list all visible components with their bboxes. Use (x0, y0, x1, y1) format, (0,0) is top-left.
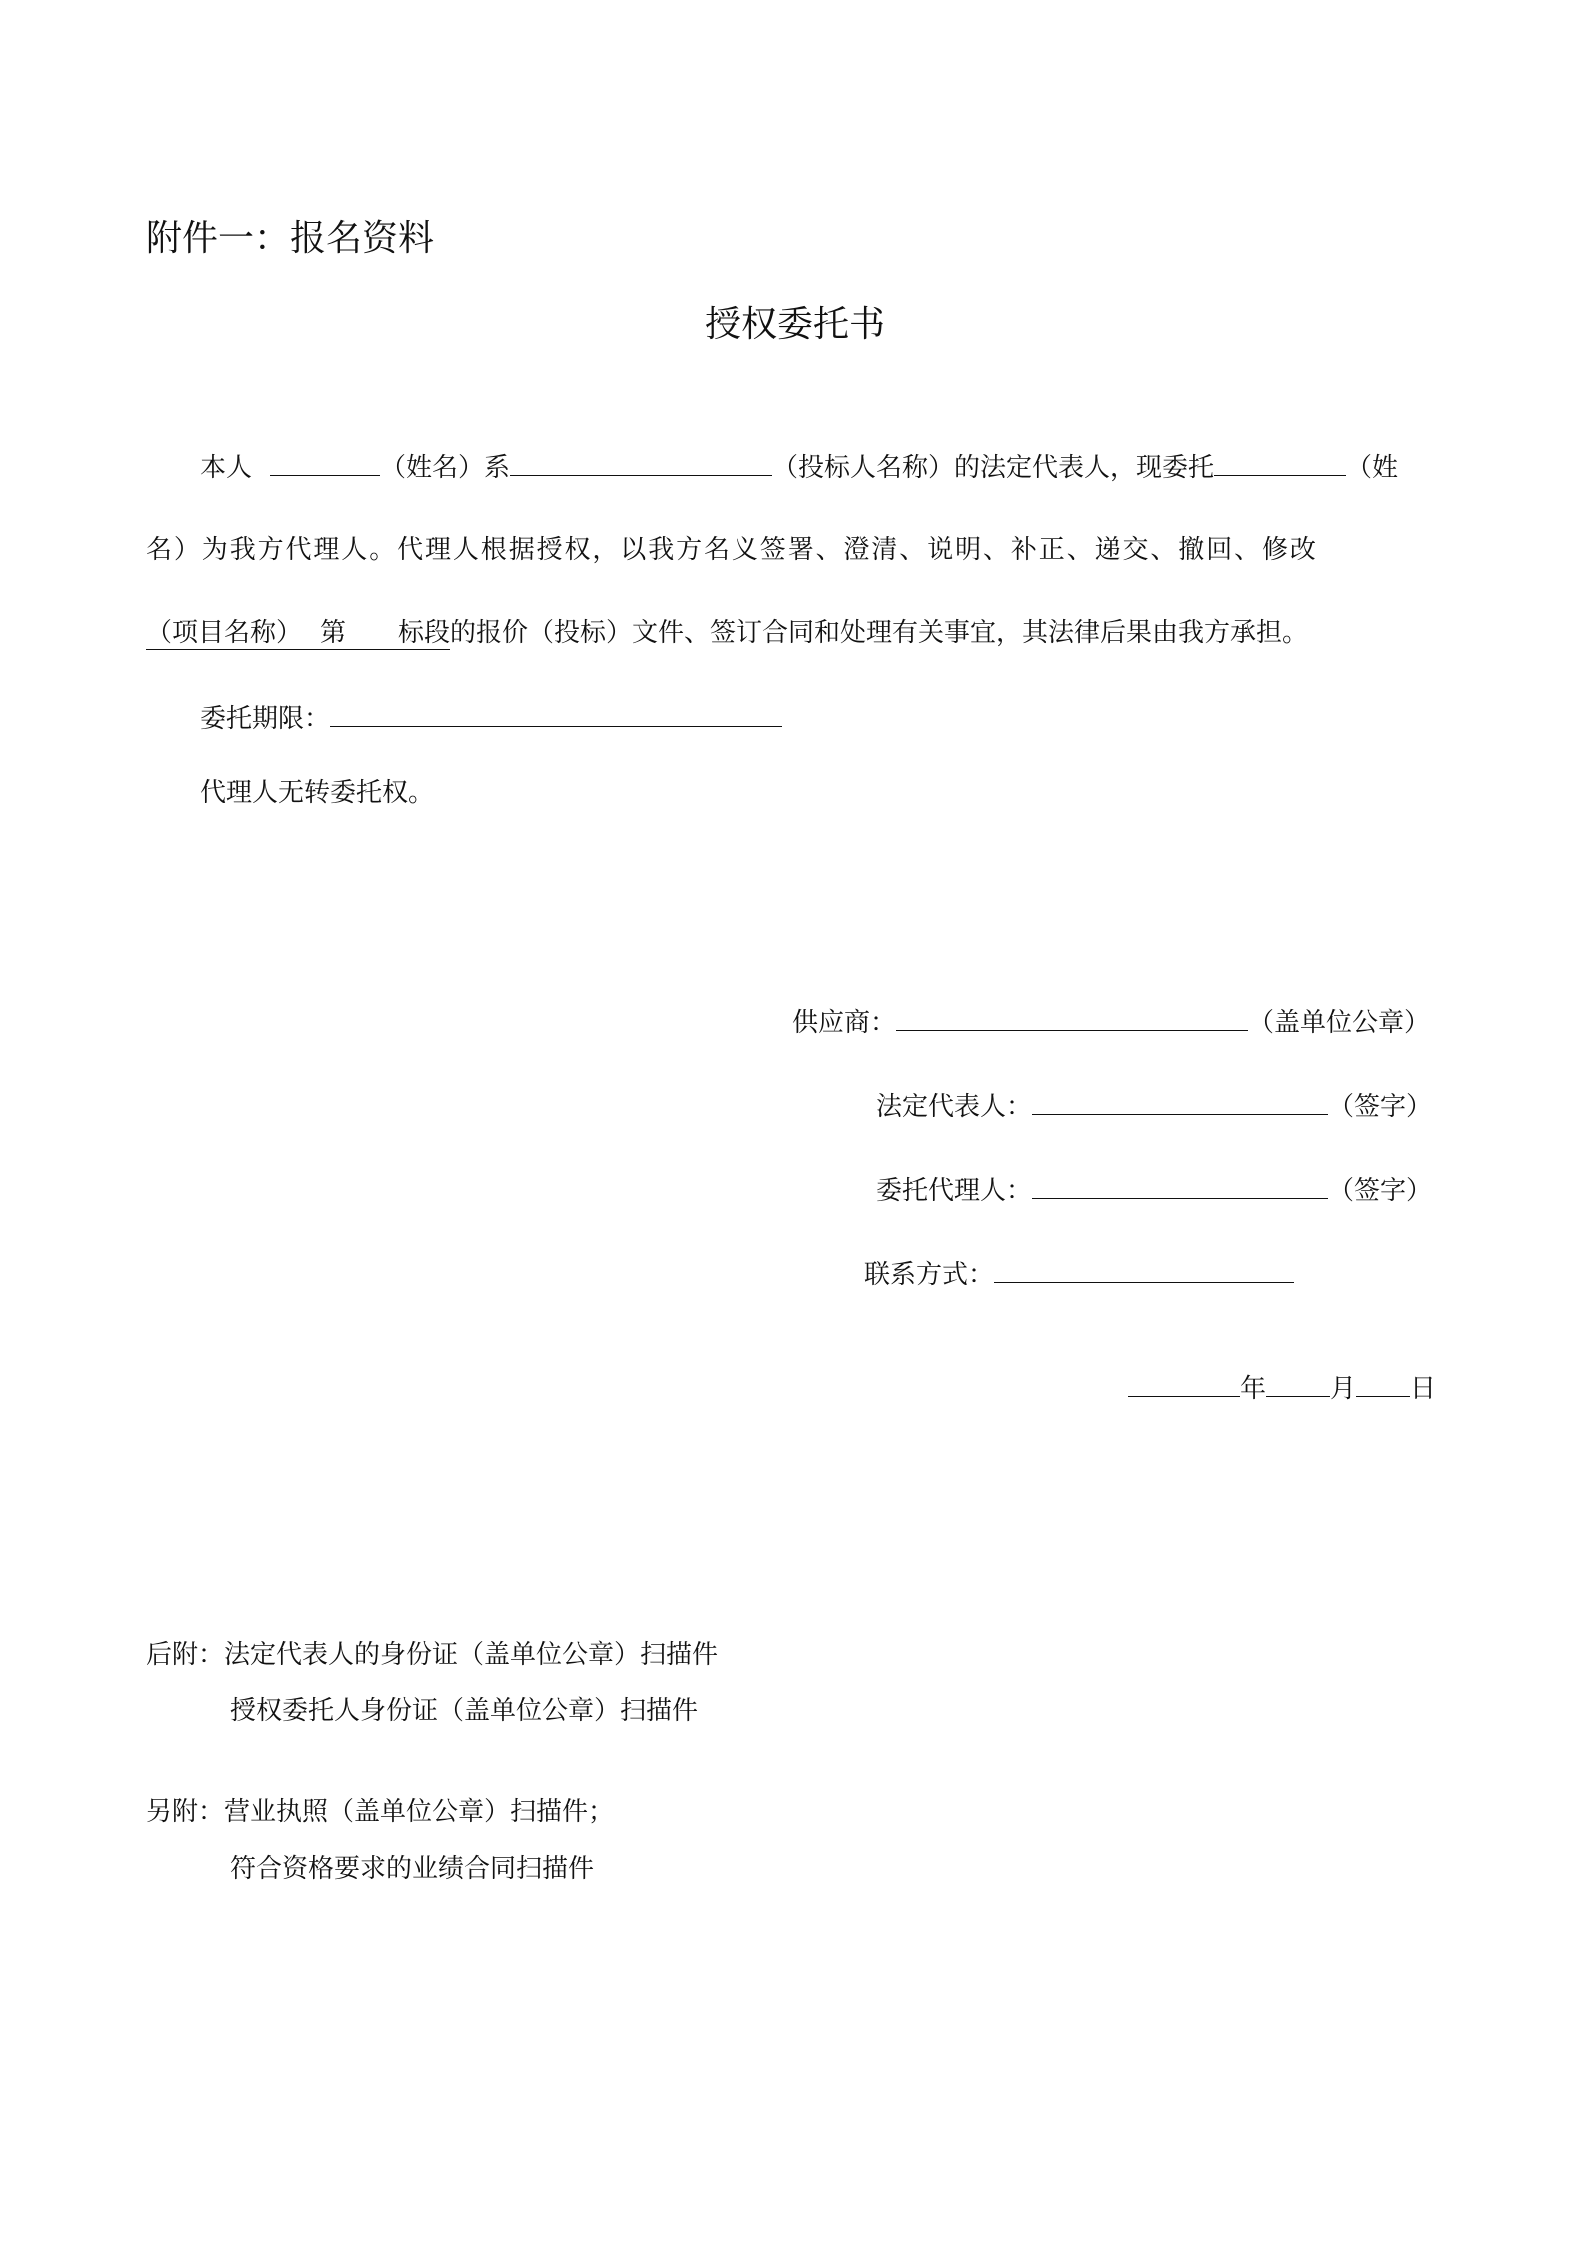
agent-line (876, 1172, 1432, 1208)
term-label: 委托期限： (200, 704, 331, 734)
section-text: 标段 (398, 618, 451, 648)
contact-blank (994, 1256, 1294, 1283)
agent-label: 委托代理人： (876, 1176, 1033, 1206)
section-di-text: 第 (320, 618, 347, 648)
project-name-text: （项目名称） (146, 618, 303, 648)
contact-line (864, 1256, 1294, 1292)
date-line (1128, 1370, 1436, 1406)
project-section-underline (146, 618, 450, 650)
supplier-note: （盖单位公章） (1248, 1008, 1431, 1038)
after-label: 后附： (146, 1640, 225, 1670)
contact-label: 联系方式： (864, 1260, 995, 1290)
text-segment: （投标人名称）的法定代表人，现委托 (772, 453, 1215, 483)
bidder-name-blank (510, 449, 772, 476)
extra-label: 另附： (146, 1797, 225, 1827)
day-blank (1356, 1370, 1410, 1397)
no-sub-delegation: 代理人无转委托权。 (200, 778, 435, 808)
month-blank (1266, 1370, 1330, 1397)
supplier-line (792, 1004, 1430, 1040)
legal-rep-blank (1032, 1088, 1328, 1115)
supplier-label: 供应商： (792, 1008, 897, 1038)
term-line (200, 700, 782, 736)
text-segment: 的报价（投标）文件、签订合同和处理有关事宜，其法律后果由我方承担。 (450, 618, 1309, 648)
legal-rep-label: 法定代表人： (876, 1092, 1033, 1122)
agent-blank (1032, 1172, 1328, 1199)
legal-rep-note: （签字） (1328, 1092, 1433, 1122)
legal-rep-line (876, 1088, 1432, 1124)
year-label: 年 (1240, 1374, 1267, 1404)
attachment-title: 附件一：报名资料 (146, 218, 435, 259)
paragraph-line-3 (146, 616, 1308, 650)
term-blank (330, 700, 782, 727)
after-attachments-line-2: 授权委托人身份证（盖单位公章）扫描件 (230, 1696, 699, 1726)
agent-name-blank (1214, 449, 1346, 476)
text-segment: 本人 (200, 453, 253, 483)
paragraph-line-1 (200, 449, 1398, 485)
day-label: 日 (1410, 1374, 1437, 1404)
month-label: 月 (1330, 1374, 1357, 1404)
paragraph-line-2: 名）为我方代理人。代理人根据授权，以我方名义签署、澄清、说明、补正、递交、撤回、修改 (146, 535, 1318, 565)
text-segment: （姓名）系 (380, 453, 511, 483)
agent-note: （签字） (1328, 1176, 1433, 1206)
name-blank (270, 449, 380, 476)
extra-attachments-line-1 (146, 1795, 614, 1829)
year-blank (1128, 1370, 1240, 1397)
text-segment: （姓 (1346, 453, 1399, 483)
extra-attachments-line-2: 符合资格要求的业绩合同扫描件 (230, 1854, 595, 1884)
after-item-1: 法定代表人的身份证（盖单位公章）扫描件 (224, 1640, 719, 1670)
supplier-blank (896, 1004, 1248, 1031)
after-attachments-line-1 (146, 1638, 718, 1672)
extra-item-1: 营业执照（盖单位公章）扫描件； (224, 1797, 615, 1827)
document-title: 授权委托书 (705, 304, 886, 345)
